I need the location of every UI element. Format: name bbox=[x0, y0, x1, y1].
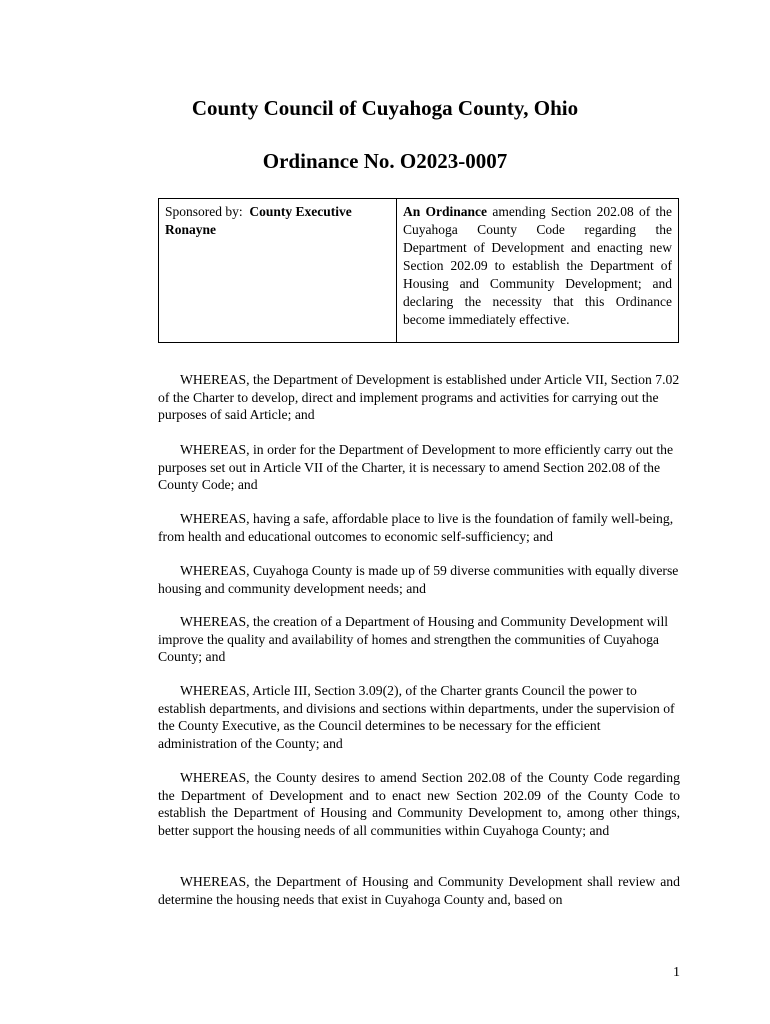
ordinance-description: amending Section 202.08 of the Cuyahoga County Code regarding the Department of Development and enacting new Section 202.09 to establish the Department of Housing and Community Development; and declaring the necessity that this Ordinance become immediately effective. bbox=[403, 204, 673, 327]
whereas-paragraph-6: WHEREAS, Article III, Section 3.09(2), of the Charter grants Council the power to establish departments, and divisions and sections within departments, under the supervision of the County Executive, as the Council determines to be necessary for the efficient administration of the County; and bbox=[158, 683, 675, 751]
whereas-paragraph-8: WHEREAS, the Department of Housing and Community Development shall review and determine the housing needs that exist in Cuyahoga County and, based on bbox=[158, 874, 680, 907]
whereas-paragraph-7: WHEREAS, the County desires to amend Section 202.08 of the County Code regarding the Department of Development and to enact new Section 202.09 of the County Code to establish the Department of Housing and Community Development to, among other things, better support the housing needs of all communities within Cuyahoga County; and bbox=[158, 770, 680, 838]
whereas-paragraph-4: WHEREAS, Cuyahoga County is made up of 59 diverse communities with equally diverse housing and community development needs; and bbox=[158, 563, 679, 596]
whereas-paragraph-3: WHEREAS, having a safe, affordable place to live is the foundation of family well-being, from health and educational outcomes to economic self-sufficiency; and bbox=[158, 511, 674, 544]
sponsor-cell bbox=[159, 199, 397, 342]
ordinance-lead: An Ordinance bbox=[403, 204, 488, 219]
page-number: 1 bbox=[673, 965, 680, 980]
ordinance-summary-cell bbox=[397, 199, 678, 342]
whereas-paragraph-1: WHEREAS, the Department of Development is established under Article VII, Section 7.02 of the Charter to develop, direct and implement programs and activities for carrying out the purposes of said Article; and bbox=[158, 372, 680, 422]
council-title: County Council of Cuyahoga County, Ohio bbox=[191, 96, 579, 120]
ordinance-number: Ordinance No. O2023-0007 bbox=[262, 149, 508, 173]
sponsor-label: Sponsored by: bbox=[165, 204, 243, 219]
sponsor-table bbox=[158, 198, 679, 343]
whereas-paragraph-2: WHEREAS, in order for the Department of Development to more efficiently carry out the purposes set out in Article VII of the Charter, it is necessary to amend Section 202.08 of the County Code; and bbox=[158, 442, 674, 492]
sponsor-name: County Executive Ronayne bbox=[165, 204, 352, 237]
whereas-paragraph-5: WHEREAS, the creation of a Department of Housing and Community Development will improve the quality and availability of homes and strengthen the communities of Cuyahoga County; and bbox=[158, 614, 669, 664]
